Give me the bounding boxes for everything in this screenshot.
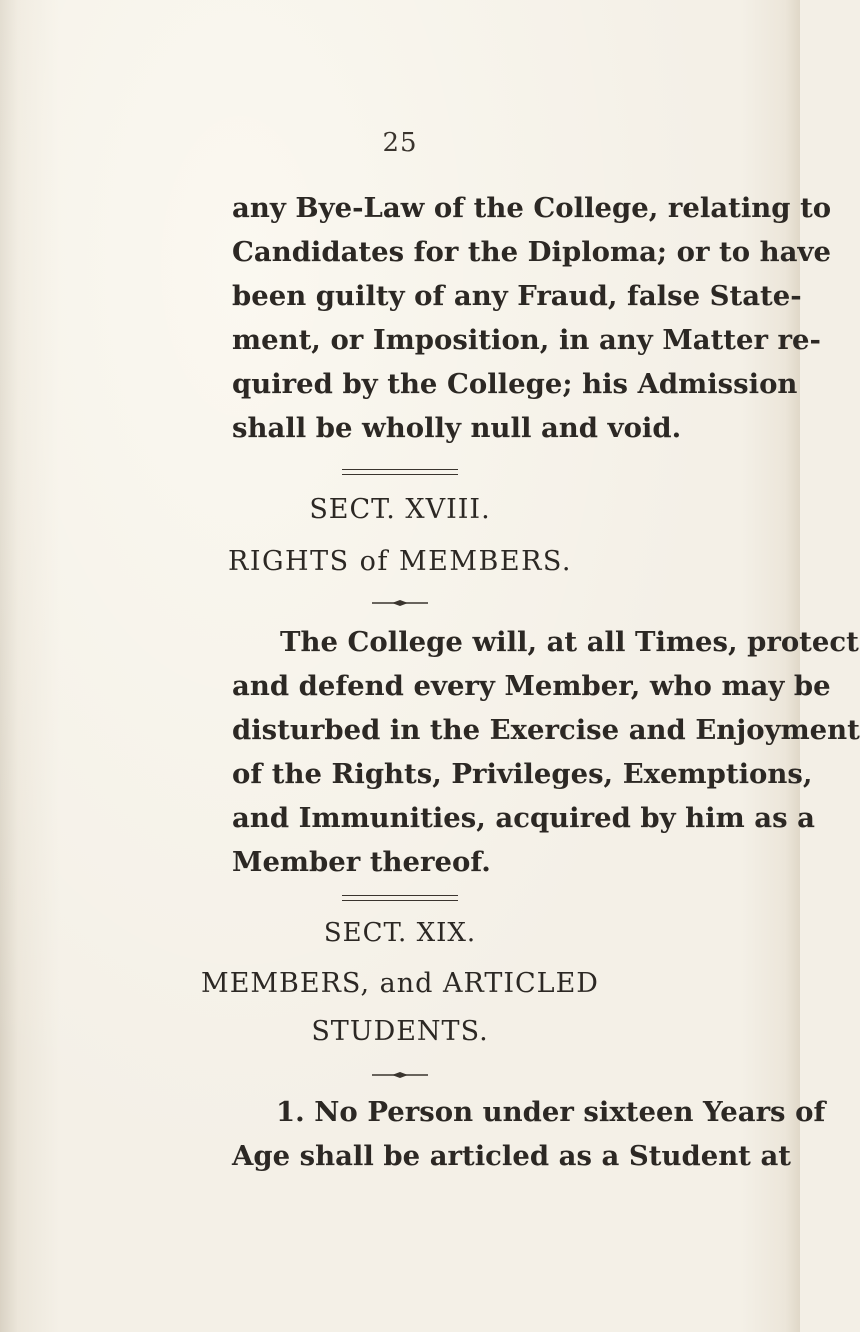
ornament-divider bbox=[0, 1066, 800, 1085]
section-number: SECT. XIX. bbox=[323, 918, 477, 948]
paragraph-articled bbox=[276, 1090, 826, 1134]
text-line: any Bye-Law of the College, relating to bbox=[232, 192, 832, 224]
ornament-dash-icon bbox=[370, 597, 430, 609]
section-title: RIGHTS of MEMBERS. bbox=[227, 546, 573, 577]
section-title: MEMBERS, and ARTICLED bbox=[201, 968, 599, 999]
text-line: Age shall be articled as a Student at bbox=[232, 1140, 791, 1172]
ornament-divider bbox=[0, 594, 800, 613]
text-line: Member thereof. bbox=[232, 846, 491, 878]
text-line: Candidates for the Diploma; or to have bbox=[232, 236, 831, 268]
text-line: been guilty of any Fraud, false State- bbox=[232, 280, 802, 312]
paragraph-articled-continued bbox=[232, 1134, 798, 1178]
paragraph-bye-law bbox=[232, 186, 832, 450]
section-number: SECT. XVIII. bbox=[309, 494, 491, 525]
text-line: and defend every Member, who may be bbox=[232, 670, 831, 702]
section-title-continued: STUDENTS. bbox=[311, 1016, 489, 1047]
paragraph-rights-continued bbox=[232, 664, 860, 884]
text-line: quired by the College; his Admission bbox=[232, 368, 798, 400]
paragraph-rights bbox=[280, 620, 859, 664]
text-line: of the Rights, Privileges, Exemptions, bbox=[232, 758, 813, 790]
text-line: and Immunities, acquired by him as a bbox=[232, 802, 815, 834]
page-number: 25 bbox=[382, 128, 418, 158]
double-rule-divider bbox=[0, 886, 800, 905]
text-line: shall be wholly null and void. bbox=[232, 412, 682, 444]
text-line: 1. No Person under sixteen Years of bbox=[276, 1096, 826, 1128]
text-line: The College will, at all Times, protect bbox=[280, 626, 859, 658]
text-line: disturbed in the Exercise and Enjoyment bbox=[232, 714, 860, 746]
double-rule-divider bbox=[0, 460, 800, 479]
ornament-dash-icon bbox=[370, 1069, 430, 1081]
text-line: ment, or Imposition, in any Matter re- bbox=[232, 324, 821, 356]
